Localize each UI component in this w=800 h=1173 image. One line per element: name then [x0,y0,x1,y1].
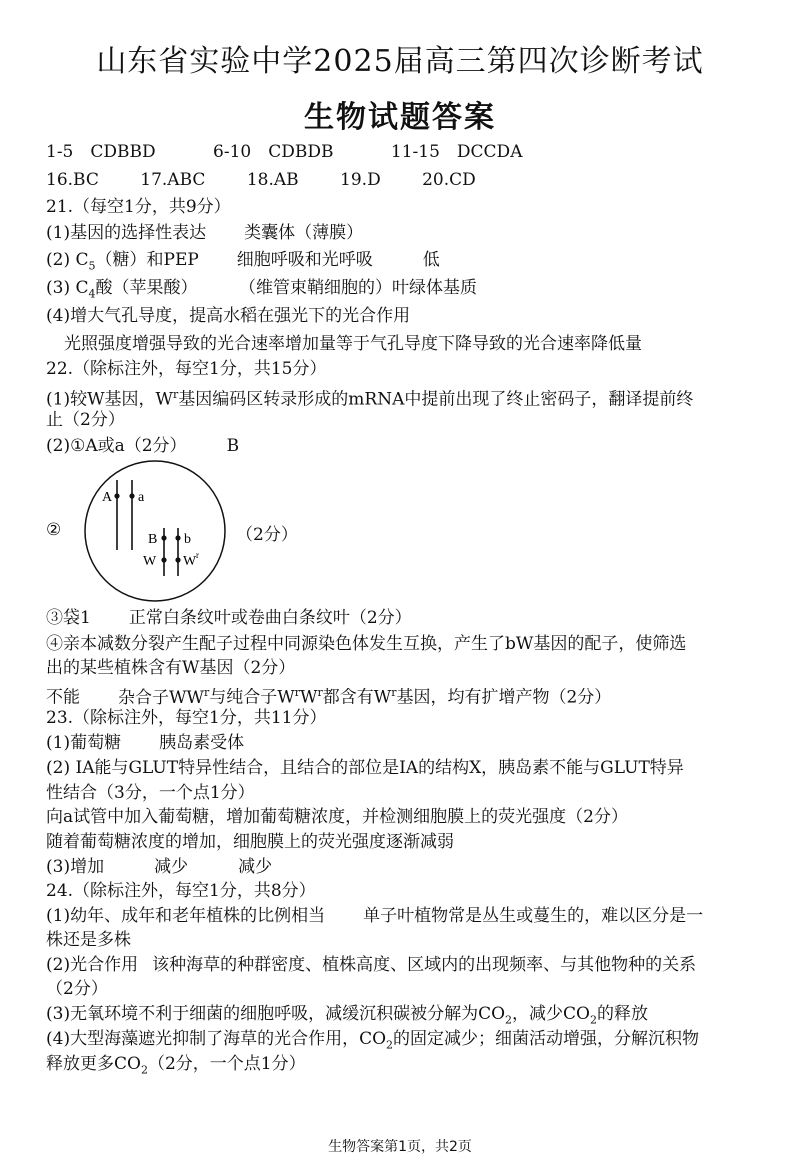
diagram-number: ② [46,520,62,540]
mc-answer-16: 16.BC [46,170,99,190]
q22-line-2 [46,434,770,458]
q23-3-answer-c: 减少 [238,857,273,877]
q22-6-sup-4: r [391,686,397,699]
q24-line-1 [46,904,770,928]
chromosome-diagram [46,458,376,604]
mc-answer-17: 17.ABC [140,170,206,190]
q24-line-2: 株还是多株 [46,930,131,950]
q22-6-sup-3: r [317,686,323,699]
label-W: W [143,554,157,569]
q24-1-answer-a: (1)幼年、成年和老年植株的比例相当 [46,906,326,926]
q24-3-sub-1: 2 [505,1013,513,1027]
q21-2-sub: 5 [88,259,96,273]
q24-3-text-a: (3)无氧环境不利于细菌的细胞呼吸，减缓沉积碳被分解为CO [46,1004,506,1024]
label-b: b [184,532,191,547]
q23-3-answer-a: (3)增加 [46,857,105,877]
q23-line-1 [46,731,770,755]
mc-group-1-5: 1-5 CDBBD [46,142,156,162]
q23-line-4: 向a试管中加入葡萄糖，增加葡萄糖浓度，并检测细胞膜上的荧光强度（2分） [46,807,628,827]
q24-4-sub-1: 2 [386,1038,394,1052]
q21-3-text-b: 酸（苹果酸） [95,278,198,298]
page-subtitle: 生物试题答案 [304,100,496,135]
q24-line-3 [46,953,770,977]
q22-6-text-c: W [299,687,318,708]
label-B: B [148,532,158,547]
q21-heading: 21.（每空1分，共9分） [46,197,231,217]
q23-line-5: 随着葡萄糖浓度的增加，细胞膜上的荧光强度逐渐减弱 [46,832,454,852]
page-footer: 生物答案第1页，共2页 [328,1139,472,1155]
locus-Wr [175,557,180,562]
q22-2-answer-b: B [226,436,240,456]
q22-line-1-cont: 止（2分） [46,410,125,430]
q24-2-answer-b: 该种海草的种群密度、植株高度、区域内的出现频率、与其他物种的关系 [152,955,697,975]
diagram-score: （2分） [236,525,298,545]
q24-4-text-c: 释放更多CO [46,1054,141,1074]
locus-b [175,535,180,540]
q22-1-sup: r [173,388,179,401]
q22-6-text-b: 与纯合子W [209,687,295,708]
q24-line-7 [46,1052,770,1082]
q24-1-answer-b: 单子叶植物常是丛生或蔓生的，难以区分是一 [363,906,704,926]
q21-2-text-b: （糖）和PEP [95,250,199,270]
q22-6-answer-a: 不能 [46,687,80,708]
q24-4-sub-2: 2 [140,1063,148,1077]
q22-6-sup-1: r [203,686,210,699]
q22-2-answer-a: (2)①A或a（2分） [46,436,187,456]
q21-2-text: (2) C [46,250,89,270]
q24-heading: 24.（除标注外，每空1分，共8分） [46,881,316,901]
q22-line-3 [46,606,770,630]
q21-line-3 [46,276,770,306]
label-Wr-base: W [183,554,197,569]
q24-line-4: （2分） [46,979,108,999]
q21-1-answer-a: (1)基因的选择性表达 [46,223,207,243]
q24-4-text-a: (4)大型海藻遮光抑制了海草的光合作用，CO [46,1029,387,1049]
q21-line-4: (4)增大气孔导度，提高水稻在强光下的光合作用 [46,306,411,326]
mc-answers-row-1 [46,140,770,164]
q21-line-2 [46,248,770,278]
q21-line-5: 光照强度增强导致的光合速率增加量等于气孔导度下降导致的光合速率降低量 [64,334,642,354]
q22-line-5: 出的某些植株含有W基因（2分） [46,658,296,678]
q24-3-text-c: 的释放 [596,1004,648,1024]
q23-heading: 23.（除标注外，每空1分，共11分） [46,708,327,728]
q21-2-answer-c: 低 [422,250,440,270]
q23-line-2: (2) IA能与GLUT特异性结合，且结合的部位是IA的结构X，胰岛素不能与GLUT特异 [46,758,684,778]
q23-line-6 [46,855,770,879]
q21-3-answer-b: （维管束鞘细胞的）叶绿体基质 [247,278,477,298]
q21-1-answer-b: 类囊体（薄膜） [244,223,364,243]
label-a: a [138,490,145,505]
q22-6-text-d: 都含有W [322,687,392,708]
mc-answer-18: 18.AB [246,170,299,190]
locus-a [129,493,134,498]
q22-6-sup-2: r [294,686,300,699]
q22-3-answer-a: ③袋1 [46,608,91,628]
mc-answers-row-2 [46,168,770,192]
q23-line-3: 性结合（3分，一个点1分） [46,783,255,803]
cell-circle-svg [80,458,230,604]
q21-3-text: (3) C [46,278,89,298]
label-A: A [102,490,113,505]
q24-3-text-b: ，减少CO [512,1004,590,1024]
cell-outline [85,461,225,601]
q22-6-text-a: 杂合子WW [118,687,204,708]
mc-answer-20: 20.CD [422,170,476,190]
q24-4-text-b: 的固定减少；细菌活动增强，分解沉积物 [393,1029,700,1049]
q22-3-answer-b: 正常白条纹叶或卷曲白条纹叶（2分） [128,608,412,628]
q24-3-sub-2: 2 [589,1013,597,1027]
q22-line-4: ④亲本减数分裂产生配子过程中同源染色体发生互换，产生了bW基因的配子，使筛选 [46,634,687,654]
q24-4-text-d: （2分，一个点1分） [147,1054,306,1074]
mc-group-11-15: 11-15 DCCDA [390,142,523,162]
q21-2-answer-b: 细胞呼吸和光呼吸 [236,250,373,270]
mc-answer-19: 19.D [340,170,381,190]
q22-6-text-e: 基因，均有扩增产物（2分） [396,687,612,708]
locus-A [114,493,119,498]
locus-W [161,557,166,562]
locus-B [161,535,166,540]
page-title: 山东省实验中学2025届高三第四次诊断考试 [96,44,704,79]
q21-line-1 [46,221,770,245]
mc-group-6-10: 6-10 CDBDB [213,142,334,162]
q23-1-answer-a: (1)葡萄糖 [46,733,122,753]
label-Wr-sup: r [196,550,199,560]
q22-1-text-a: (1)较W基因，W [46,389,174,410]
q22-heading: 22.（除标注外，每空1分，共15分） [46,359,327,379]
q22-1-text-b: 基因编码区转录形成的mRNA中提前出现了终止密码子，翻译提前终 [178,389,694,410]
q23-3-answer-b: 减少 [154,857,189,877]
q24-2-answer-a: (2)光合作用 [46,955,139,975]
q21-3-sub: 4 [88,287,96,301]
q23-1-answer-b: 胰岛素受体 [159,733,245,753]
